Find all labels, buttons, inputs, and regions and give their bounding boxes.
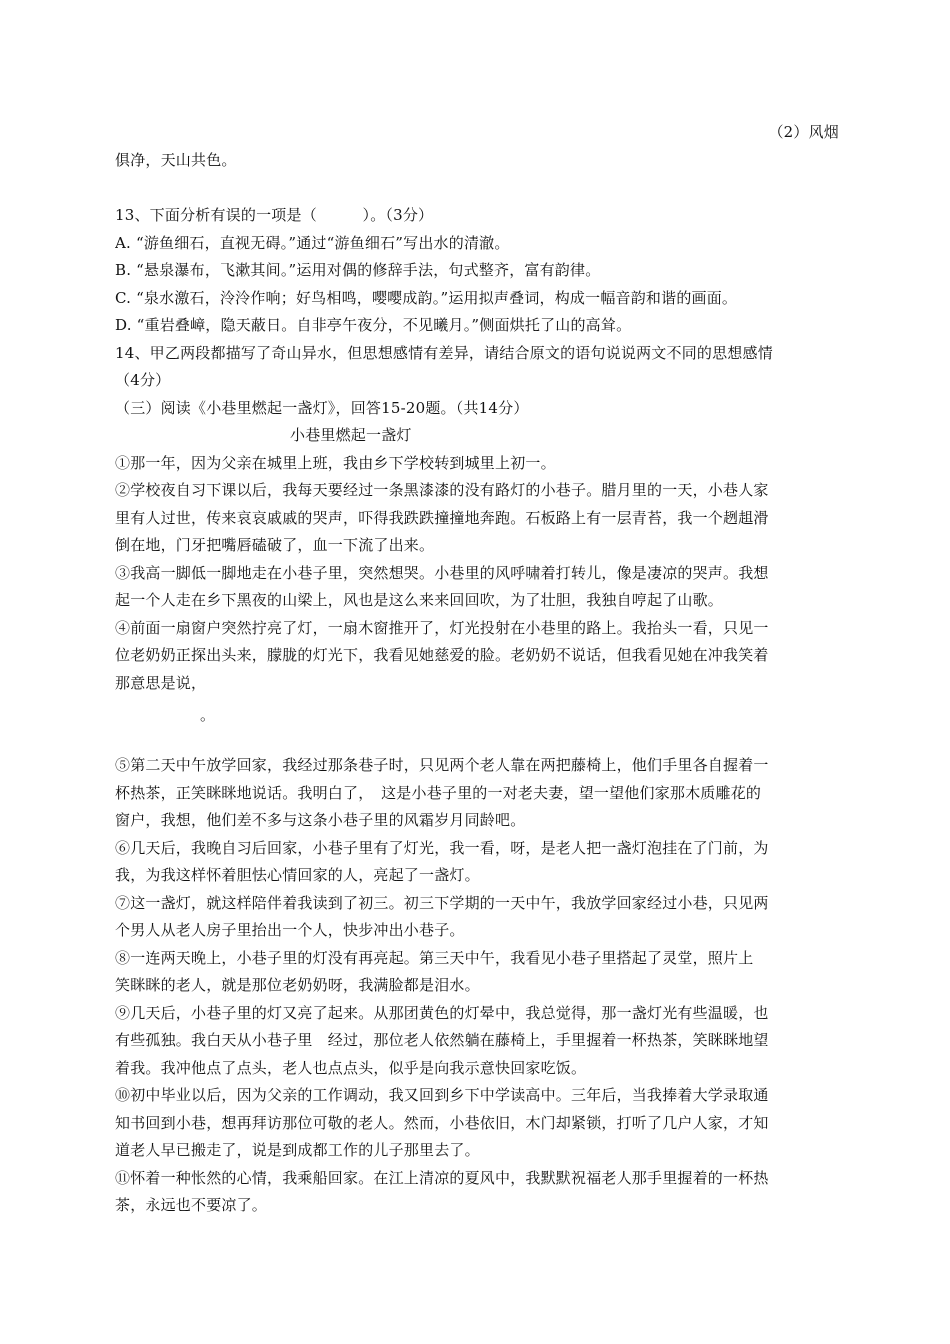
paragraph-4: ④前面一扇窗户突然拧亮了灯，一扇木窗推开了，灯光投射在小巷里的路上。我抬头一看，只见一 — [115, 619, 769, 637]
question-14: 14、甲乙两段都描写了奇山异水，但思想感情有差异，请结合原文的语句说说两文不同的思想感情 — [115, 344, 773, 362]
paragraph-11: ⑪怀着一种怅然的心情，我乘船回家。在江上清凉的夏风中，我默默祝福老人那手里握着的一杯热 — [115, 1169, 769, 1187]
paragraph-4: 那意思是说， — [115, 674, 207, 692]
option-d: D. “重岩叠嶂，隐天蔽日。自非亭午夜分，不见曦月。”侧面烘托了山的高耸。 — [115, 316, 632, 334]
paragraph-2: 里有人过世，传来哀哀戚戚的哭声，吓得我跌跌撞撞地奔跑。石板路上有一层青苔，我一个趔趄滑 — [115, 509, 769, 527]
paragraph-3: ③我高一脚低一脚地走在小巷子里，突然想哭。小巷里的风呼啸着打转儿，像是凄凉的哭声。我想 — [115, 564, 769, 582]
paragraph-7: 个男人从老人房子里抬出一个人，快步冲出小巷子。 — [115, 921, 465, 939]
paragraph-9: 有些孤独。我白天从小巷子里 经过，那位老人依然躺在藤椅上，手里握着一杯热茶，笑眯眯地望 — [115, 1031, 769, 1049]
option-a: A. “游鱼细石，直视无碍。”通过“游鱼细石”写出水的清澈。 — [115, 234, 510, 252]
option-c: C. “泉水激石，泠泠作响；好鸟相鸣，嘤嘤成韵。”运用拟声叠词，构成一幅音韵和谐的画面。 — [115, 289, 738, 307]
paragraph-6: 我，为我这样怀着胆怯心情回家的人，亮起了一盏灯。 — [115, 866, 480, 884]
paragraph-10: 道老人早已搬走了，说是到成都工作的儿子那里去了。 — [115, 1141, 480, 1159]
paragraph-5: ⑤第二天中午放学回家，我经过那条巷子时，只见两个老人靠在两把藤椅上，他们手里各自握着一 — [115, 756, 769, 774]
paragraph-6: ⑥几天后，我晚自习后回家，小巷子里有了灯光，我一看，呀，是老人把一盏灯泡挂在了门前，为 — [115, 839, 769, 857]
question-13: 13、下面分析有误的一项是（ ）。（3分） — [115, 206, 434, 224]
article-title: 小巷里燃起一盏灯 — [290, 426, 412, 444]
paragraph-4: 位老奶奶正探出头来，朦胧的灯光下，我看见她慈爱的脸。老奶奶不说话，但我看见她在冲我笑着 — [115, 646, 769, 664]
paragraph-8: ⑧一连两天晚上，小巷子里的灯没有再亮起。第三天中午，我看见小巷子里搭起了灵堂，照片上 — [115, 949, 754, 967]
paragraph-9: ⑨几天后，小巷子里的灯又亮了起来。从那团黄色的灯晕中，我总觉得，那一盏灯光有些温暖，也 — [115, 1004, 769, 1022]
paragraph-9: 着我。我冲他点了点头，老人也点点头，似乎是向我示意快回家吃饭。 — [115, 1059, 587, 1077]
paragraph-5: 杯热茶，正笑眯眯地说话。我明白了， 这是小巷子里的一对老夫妻，望一望他们家那木质雕花的 — [115, 784, 762, 802]
text-line: （2）风烟 — [768, 123, 839, 141]
paragraph-3: 起一个人走在乡下黑夜的山梁上，风也是这么来来回回吹，为了壮胆，我独自哼起了山歌。 — [115, 591, 724, 609]
paragraph-7: ⑦这一盏灯，就这样陪伴着我读到了初三。初三下学期的一天中午，我放学回家经过小巷，只见两 — [115, 894, 769, 912]
paragraph-2: 倒在地，门牙把嘴唇磕破了，血一下流了出来。 — [115, 536, 435, 554]
paragraph-2: ②学校夜自习下课以后，我每天要经过一条黑漆漆的没有路灯的小巷子。腊月里的一天，小巷人家 — [115, 481, 769, 499]
section-heading: （三）阅读《小巷里燃起一盏灯》，回答15-20题。（共14分） — [115, 399, 529, 417]
paragraph-10: ⑩初中毕业以后，因为父亲的工作调动，我又回到乡下中学读高中。三年后，当我捧着大学录取通 — [115, 1086, 769, 1104]
option-b: B. “悬泉瀑布，飞漱其间。”运用对偶的修辞手法，句式整齐，富有韵律。 — [115, 261, 601, 279]
question-14-score: （4分） — [115, 371, 171, 389]
text-line: 俱净，天山共色。 — [115, 151, 237, 169]
paragraph-5: 窗户，我想，他们差不多与这条小巷子里的风霜岁月同龄吧。 — [115, 811, 526, 829]
paragraph-1: ①那一年，因为父亲在城里上班，我由乡下学校转到城里上初一。 — [115, 454, 556, 472]
paragraph-11: 茶，永远也不要凉了。 — [115, 1196, 268, 1214]
answer-blank-end: 。 — [200, 706, 216, 724]
paragraph-10: 知书回到小巷，想再拜访那位可敬的老人。然而，小巷依旧，木门却紧锁，打听了几户人家，才知 — [115, 1114, 769, 1132]
paragraph-8: 笑眯眯的老人，就是那位老奶奶呀，我满脸都是泪水。 — [115, 976, 480, 994]
